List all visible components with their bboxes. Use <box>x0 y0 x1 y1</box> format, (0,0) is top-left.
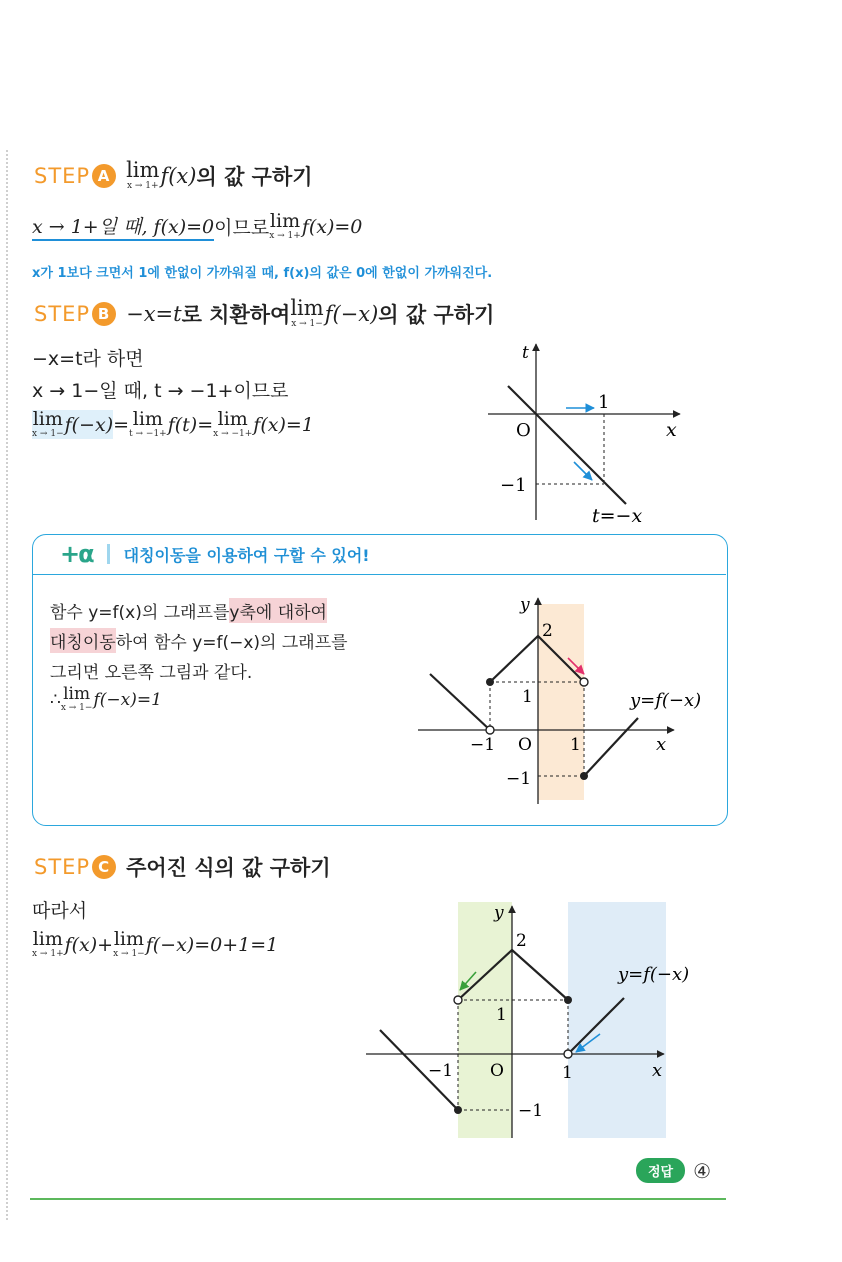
step-a-line1: x → 1+일 때, f(x)=0 이므로 lim x → 1+ f(x)=0 <box>32 210 363 241</box>
box-line2: 대칭이동 하여 함수 y=f(−x)의 그래프를 <box>50 628 348 653</box>
answer-value: ④ <box>693 1158 712 1183</box>
open-point <box>564 1050 572 1058</box>
step-b-lim: lim x → 1− <box>290 296 324 329</box>
graph-combined <box>362 898 722 1143</box>
page-margin-dots <box>6 150 8 1220</box>
step-b-badge: B <box>92 302 116 326</box>
step-c-title: 주어진 식의 값 구하기 <box>126 856 331 880</box>
step-b-heading: STEP B −x=t 로 치환하여 lim x → 1− f(−x) 의 값 구하기 <box>34 296 495 329</box>
tick-one-x: 1 <box>562 1063 573 1083</box>
tick-two: 2 <box>516 931 527 951</box>
open-point <box>454 996 462 1004</box>
y-axis-label: y <box>494 903 504 923</box>
closed-point <box>486 678 494 686</box>
step-a-underlined: x → 1+일 때, f(x)=0 <box>32 212 214 241</box>
step-a-lim: lim x → 1+ <box>126 158 160 191</box>
x-axis-label: x <box>666 419 677 441</box>
step-b-line3-lim1: lim x → 1− <box>32 408 64 439</box>
segment-left <box>430 674 490 730</box>
open-point <box>580 678 588 686</box>
open-point <box>486 726 494 734</box>
footer-rule <box>30 1198 726 1200</box>
closed-point <box>564 996 572 1004</box>
tick-neg-one-y: −1 <box>518 1101 544 1121</box>
tip-box-divider <box>33 574 726 575</box>
tip-box-title: 대칭이동을 이용하여 구할 수 있어! <box>123 545 370 565</box>
origin-label: O <box>490 1061 504 1081</box>
step-c-line1: 따라서 <box>32 900 88 922</box>
step-c-badge: C <box>92 855 116 879</box>
step-b-line1: −x=t라 하면 <box>32 348 144 370</box>
curve-label: y=f(−x) <box>618 964 690 985</box>
answer-label: 정답 <box>636 1158 685 1183</box>
x-axis-label: x <box>652 1060 663 1081</box>
arrow-diagonal-icon <box>574 462 592 480</box>
y-axis-label: y <box>520 595 530 615</box>
tip-box-header <box>60 540 370 568</box>
curve-label: y=f(−x) <box>630 690 702 711</box>
box-line1: 함수 y=f(x)의 그래프를 y축에 대하여 <box>50 598 327 623</box>
tick-neg-one-x: −1 <box>470 735 496 755</box>
step-c-tag: STEP C <box>34 855 116 879</box>
closed-point <box>454 1106 462 1114</box>
step-a-expr: f(x) <box>160 163 197 188</box>
tick-one-x: 1 <box>570 735 581 755</box>
tick-neg-one-y: −1 <box>506 769 532 789</box>
step-a-note: x가 1보다 크면서 1에 한없이 가까워질 때, f(x)의 값은 0에 한없이 가까워진다. <box>32 266 493 281</box>
step-c-heading <box>34 852 331 882</box>
tick-neg-one-x: −1 <box>428 1061 454 1081</box>
step-a-tag: STEP A <box>34 164 116 188</box>
segment-right <box>584 718 638 776</box>
header-bar <box>107 544 110 564</box>
answer-block <box>636 1158 711 1183</box>
origin-label: O <box>518 735 532 755</box>
tick-one-y: 1 <box>522 687 533 707</box>
closed-point <box>580 772 588 780</box>
step-a-badge: A <box>92 164 116 188</box>
tick-one: 1 <box>598 392 610 413</box>
step-a-line1-lim: lim x → 1+ <box>269 210 301 241</box>
step-b-line3-lim3: lim x → −1+ <box>213 408 253 439</box>
line-label: t=−x <box>592 505 643 527</box>
graph-y-f-neg-x <box>412 590 722 810</box>
graph-t-equals-neg-x <box>480 338 700 528</box>
box-line4: ∴ lim x → 1− f(−x)=1 <box>50 684 162 713</box>
step-b-line3: lim x → 1− f(−x) = lim t → −1+ f(t)= lim x → −1+ f(x)=1 <box>32 408 314 439</box>
t-axis-label: t <box>522 343 529 363</box>
step-b-tag: STEP B <box>34 302 116 326</box>
tick-neg-one: −1 <box>500 475 527 496</box>
plus-alpha-icon: +α <box>60 540 93 568</box>
tick-two: 2 <box>542 621 553 641</box>
origin-label: O <box>516 420 531 441</box>
box-line3: 그리면 오른쪽 그림과 같다. <box>50 663 253 683</box>
step-c-line2: lim x → 1+ f(x)+ lim x → 1− f(−x)=0+1=1 <box>32 928 279 959</box>
x-axis-label: x <box>656 734 667 755</box>
step-b-line2: x → 1−일 때, t → −1+이므로 <box>32 380 289 402</box>
tick-one-y: 1 <box>496 1005 507 1025</box>
step-a-title: 의 값 구하기 <box>196 164 313 189</box>
step-b-line3-lim2: lim t → −1+ <box>129 408 167 439</box>
highlight-strip-blue <box>568 902 666 1138</box>
step-a-heading <box>34 160 313 191</box>
